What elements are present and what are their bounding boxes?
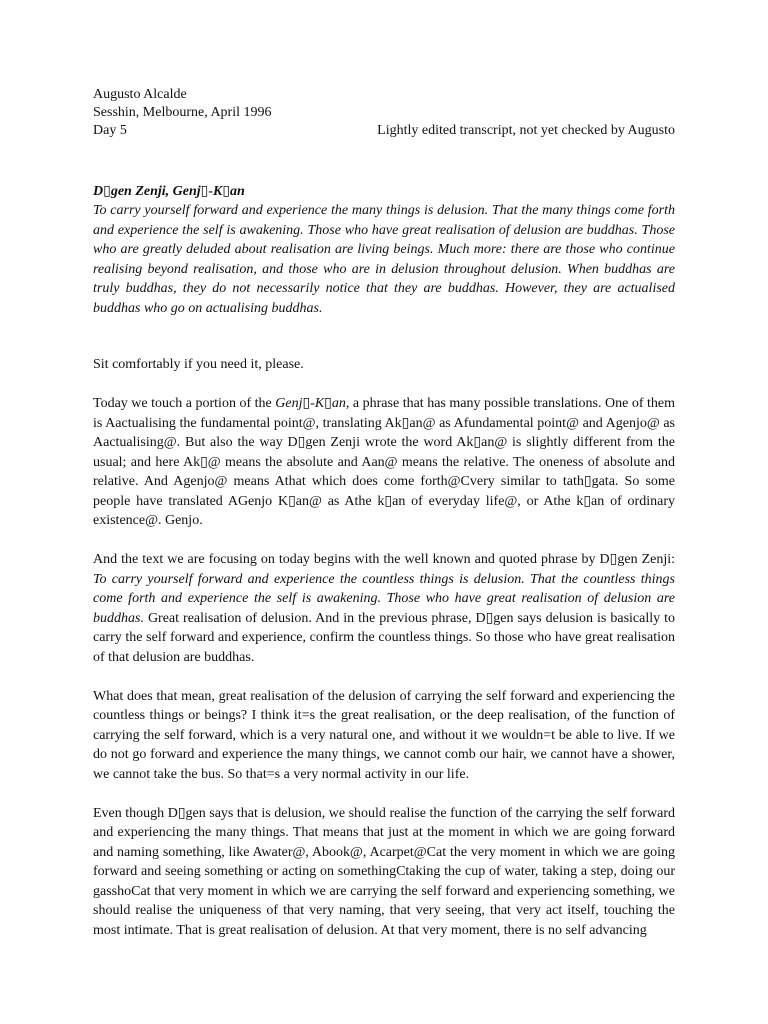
p2-text-b: , a phrase that has many possible translations. One of them is Aactualising the fundamental point@, translating Ak▯an@ as Afundamental point@ and Agenjo@ as Aactualising@. But also the way D▯gen Zenji wrote the word Ak▯an@ is slightly different from the usual; and here Ak▯@ means the absolute and Aan@ means the relative. The oneness of absolute and relative. And Agenjo@ means Athat which does come forth@Cvery similar to tath▯gata. So some people have translated AGenjo K▯an@ as Athe k▯an of everyday life@, or Athe k▯an of ordinary existence@. Genjo.	[93, 396, 675, 528]
p2-text-a: Today we touch a portion of the	[93, 396, 276, 411]
p3-italic: To carry yourself forward and experience the countless things is delusion. That the countless things come forth and experience the self is awakening. Those who have great realisation of delusion are buddhas.	[93, 571, 675, 626]
document-page	[93, 86, 675, 940]
document-title: D▯gen Zenji, Genj▯-K▯an	[93, 184, 245, 199]
paragraph-4: What does that mean, great realisation of the delusion of carrying the self forward and experiencing the countless things or beings? I think it=s the great realisation, or the deep realisation, of the function of carrying the self forward, which is a very natural one, and without it we wouldn=t be able to live. If we do not go forward and experience the many things, we cannot comb our hair, we cannot have a shower, we cannot take the bus. So that=s a very normal activity in our life.	[93, 688, 675, 782]
event-line	[93, 104, 675, 122]
paragraph-5: Even though D▯gen says that is delusion, we should realise the function of the carrying the self forward and experiencing the many things. That means that just at the moment in which we are going forward and naming something, like Awater@, Abook@, Acarpet@Cat the very moment in which we are going forward and seeing something or acting on somethingCtaking the cup of water, taking a step, doing our gasshoCat that very moment in which we are carrying the self forward and experiencing something, we should realise the uniqueness of that very naming, that very seeing, that very act itself, touching the most intimate. That is great realisation of delusion. At that very moment, there is no self advancing	[93, 805, 675, 938]
paragraph-3	[93, 550, 675, 667]
opening-quote: To carry yourself forward and experience the many things is delusion. That the many things come forth and experience the self is awakening. Those who have great realisation of delusion are buddhas. Those who are greatly deluded about realisation are living beings. Much more: there are those who continue realising beyond realisation, and those who are in delusion throughout delusion. When buddhas are truly buddhas, they do not necessarily notice that they are buddhas. However, they are actualised buddhas who go on actualising buddhas.	[93, 203, 675, 316]
p2-italic: Genj▯-K▯an	[275, 396, 346, 411]
event: Sesshin, Melbourne, April 1996	[93, 105, 272, 120]
day: Day 5	[93, 123, 127, 138]
author-line	[93, 86, 675, 104]
day-line	[93, 122, 675, 140]
transcript-note: Lightly edited transcript, not yet checked by Augusto	[377, 123, 675, 138]
paragraph-1: Sit comfortably if you need it, please.	[93, 357, 304, 372]
paragraph-2	[93, 394, 675, 531]
p3-text-a: And the text we are focusing on today begins with the well known and quoted phrase by D▯gen Zenji:	[93, 552, 675, 567]
author: Augusto Alcalde	[93, 87, 187, 102]
p3-text-b: Great realisation of delusion. And in the previous phrase, D▯gen says delusion is basically to carry the self forward and experience, confirm the countless things. So those who have great realisation of that delusion are buddhas.	[93, 610, 675, 665]
